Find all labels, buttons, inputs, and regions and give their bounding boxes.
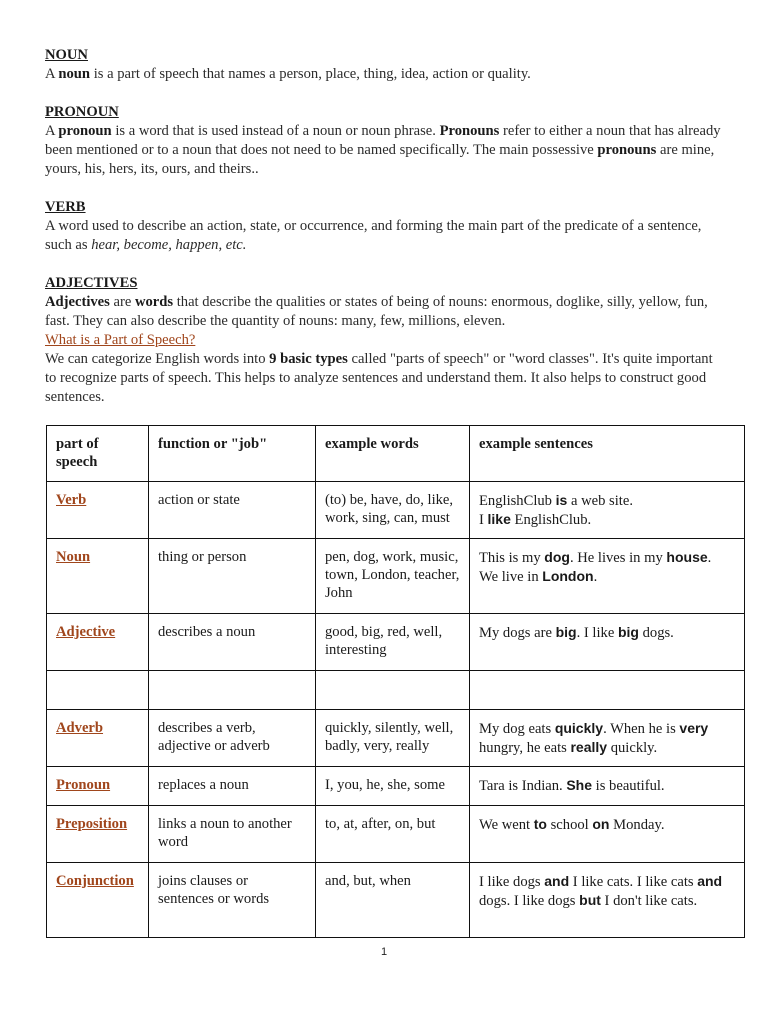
table-cell: and, but, when (316, 863, 470, 938)
table-cell: links a noun to another word (149, 806, 316, 863)
adjectives-heading: ADJECTIVES (45, 275, 138, 291)
adjective-link[interactable]: Adjective (56, 624, 116, 640)
table-cell: thing or person (149, 539, 316, 614)
what-is-part-of-speech-link[interactable]: What is a Part of Speech? (45, 332, 196, 348)
verb-definition: A word used to describe an action, state, or occurrence, and forming the main part of the predicate of a sentence, such as hear, become, happen, etc. (45, 218, 702, 253)
table-cell: replaces a noun (149, 767, 316, 806)
parts-of-speech-intro: We can categorize English words into 9 basic types called "parts of speech" or "word classes". It's quite important to recognize parts of speech. This helps to analyze sentences and understand them. It also helps to construct good sentences. (45, 351, 713, 405)
empty-table-row (47, 671, 745, 710)
example-sentence-cell: We went to school on Monday. (470, 806, 745, 863)
example-sentence-cell: My dogs are big. I like big dogs. (470, 614, 745, 671)
table-cell: describes a noun (149, 614, 316, 671)
pronoun-heading: PRONOUN (45, 104, 119, 120)
page-number: 1 (380, 946, 388, 958)
header-function: function or "job" (149, 426, 316, 482)
pronoun-link[interactable]: Pronoun (56, 777, 111, 793)
table-cell: describes a verb, adjective or adverb (149, 710, 316, 767)
adjectives-section (45, 274, 725, 407)
adverb-link[interactable]: Adverb (56, 720, 104, 736)
verb-section (45, 198, 725, 255)
pronoun-definition: A pronoun is a word that is used instead of a noun or noun phrase. Pronouns refer to either a noun that has already been mentioned or to a noun that does not need to be named specifically. The main possessive pronouns are mine, yours, his, hers, its, ours, and theirs.. (45, 123, 721, 177)
pronoun-section (45, 103, 725, 179)
parts-of-speech-table (46, 425, 745, 938)
table-row (47, 767, 745, 806)
table-cell: pen, dog, work, music, town, London, teacher, John (316, 539, 470, 614)
table-header-row (47, 426, 745, 482)
document-body (45, 46, 725, 407)
table-row (47, 539, 745, 614)
table-row (47, 710, 745, 767)
table-row (47, 614, 745, 671)
example-sentence-cell: I like dogs and I like cats. I like cats and dogs. I like dogs but I don't like cats. (470, 863, 745, 938)
table-row (47, 806, 745, 863)
example-sentence-cell: This is my dog. He lives in my house. We live in London. (470, 539, 745, 614)
table-row (47, 863, 745, 938)
example-sentence-cell: EnglishClub is a web site. I like EnglishClub. (470, 482, 745, 539)
noun-definition: A noun is a part of speech that names a person, place, thing, idea, action or quality. (45, 66, 531, 82)
noun-heading: NOUN (45, 47, 88, 63)
verb-heading: VERB (45, 199, 86, 215)
table-cell: action or state (149, 482, 316, 539)
table-cell: I, you, he, she, some (316, 767, 470, 806)
adjectives-definition: Adjectives are words that describe the qualities or states of being of nouns: enormous, doglike, silly, yellow, fun, fast. They can also describe the quantity of nouns: many, few, millions, eleven. (45, 294, 708, 329)
noun-link[interactable]: Noun (56, 549, 91, 565)
table-cell: (to) be, have, do, like, work, sing, can, must (316, 482, 470, 539)
table-cell: quickly, silently, well, badly, very, really (316, 710, 470, 767)
table-row (47, 482, 745, 539)
table-cell: to, at, after, on, but (316, 806, 470, 863)
preposition-link[interactable]: Preposition (56, 816, 128, 832)
noun-section (45, 46, 725, 84)
verb-link[interactable]: Verb (56, 492, 87, 508)
header-example-sentences: example sentences (470, 426, 745, 482)
example-sentence-cell: My dog eats quickly. When he is very hungry, he eats really quickly. (470, 710, 745, 767)
table-cell: joins clauses or sentences or words (149, 863, 316, 938)
header-part-of-speech: part of speech (47, 426, 149, 482)
conjunction-link[interactable]: Conjunction (56, 873, 134, 889)
header-example-words: example words (316, 426, 470, 482)
table-cell: good, big, red, well, interesting (316, 614, 470, 671)
example-sentence-cell: Tara is Indian. She is beautiful. (470, 767, 745, 806)
